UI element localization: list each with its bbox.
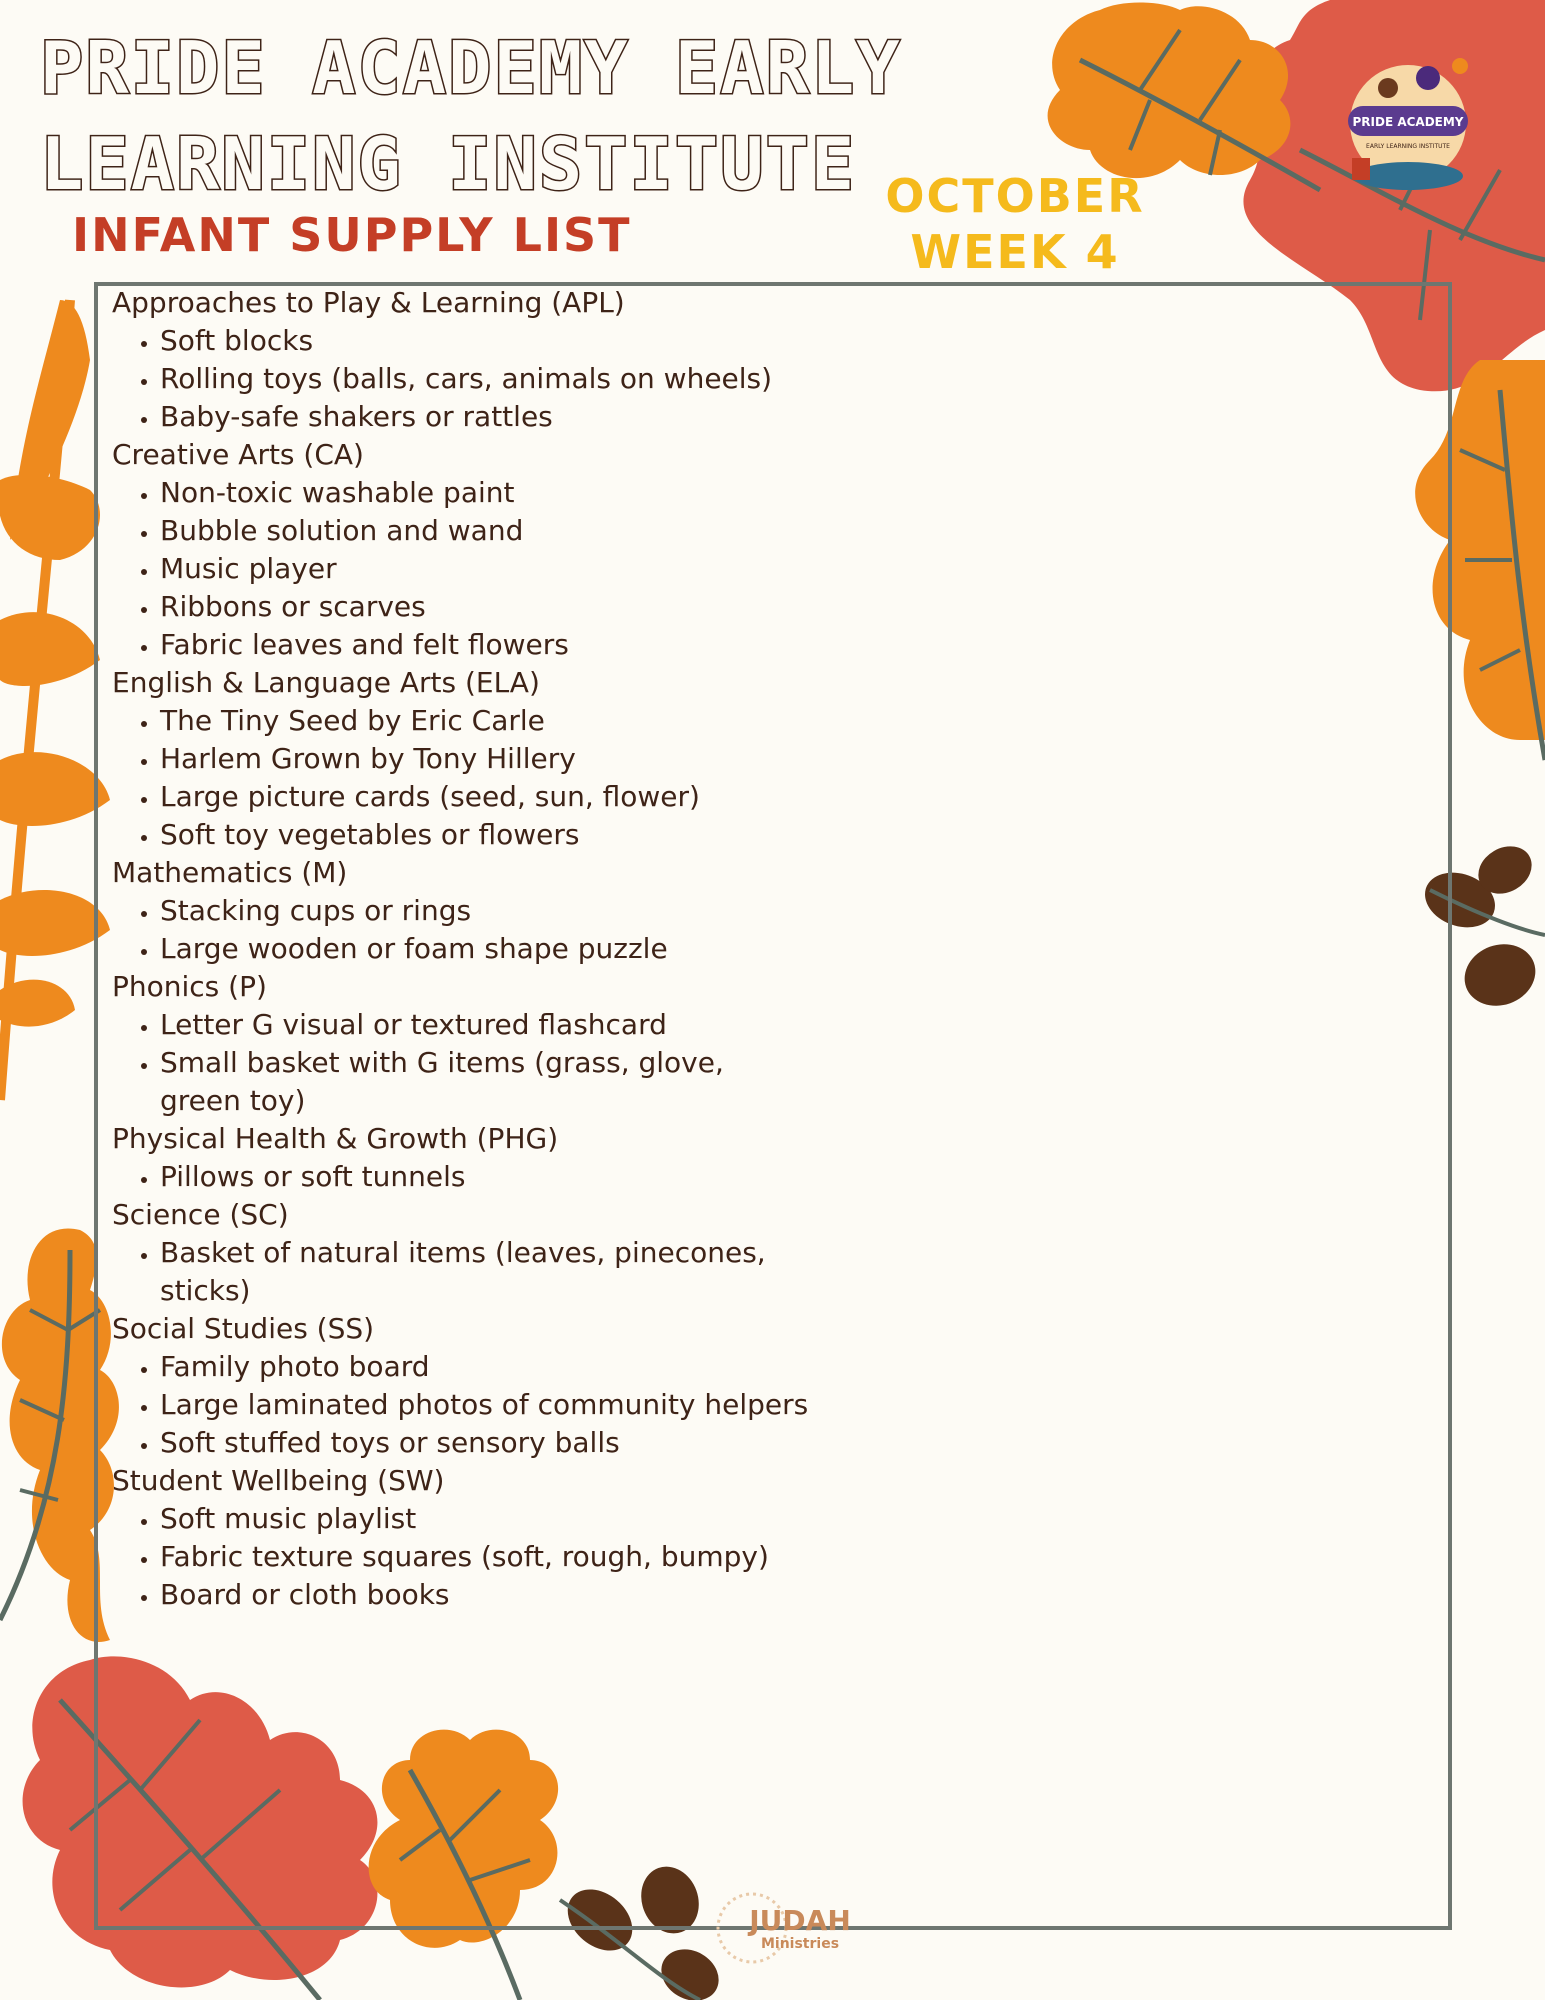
- section-items: [112, 1500, 812, 1614]
- section-items: [112, 892, 812, 968]
- judah-brand: JUDAH: [749, 1904, 851, 1937]
- title-line-2: LEARNING INSTITUTE: [40, 122, 857, 206]
- date-week: WEEK 4: [910, 225, 1120, 279]
- date-label: [880, 168, 1150, 280]
- section-items: [112, 474, 812, 664]
- section-title: Creative Arts (CA): [112, 438, 364, 471]
- section-items: [112, 1234, 812, 1310]
- supply-item: • Harlem Grown by Tony Hillery: [160, 740, 812, 778]
- supply-item: • Stacking cups or rings: [160, 892, 812, 930]
- supply-item: • Large laminated photos of community helpers: [160, 1386, 812, 1424]
- supply-item: • Large wooden or foam shape puzzle: [160, 930, 812, 968]
- supply-item: • Bubble solution and wand: [160, 512, 812, 550]
- section-items: [112, 322, 812, 436]
- supply-item: • Soft blocks: [160, 322, 812, 360]
- section-items: [112, 1158, 812, 1196]
- supply-item: • Large picture cards (seed, sun, flower): [160, 778, 812, 816]
- section-title: Phonics (P): [112, 970, 267, 1003]
- section-title: Science (SC): [112, 1198, 289, 1231]
- section-items: [112, 702, 812, 854]
- section-items: [112, 1348, 812, 1462]
- judah-ministries-logo: [712, 1888, 852, 1968]
- section-items: [112, 1006, 812, 1120]
- supply-item: • Rolling toys (balls, cars, animals on wheels): [160, 360, 812, 398]
- supply-item: • Music player: [160, 550, 812, 588]
- supply-item: • Soft toy vegetables or flowers: [160, 816, 812, 854]
- supply-item: • Soft music playlist: [160, 1500, 812, 1538]
- supply-item: • Letter G visual or textured flashcard: [160, 1006, 812, 1044]
- section-title: English & Language Arts (ELA): [112, 666, 540, 699]
- logo-text: PRIDE ACADEMY: [1352, 115, 1464, 129]
- title-line-1: PRIDE ACADEMY EARLY: [40, 26, 902, 110]
- supply-item: • Fabric texture squares (soft, rough, bumpy): [160, 1538, 812, 1576]
- supply-list: [112, 284, 812, 1614]
- section-title: Approaches to Play & Learning (APL): [112, 286, 625, 319]
- section-title: Physical Health & Growth (PHG): [112, 1122, 559, 1155]
- supply-item: • Pillows or soft tunnels: [160, 1158, 812, 1196]
- pride-academy-logo: [1338, 48, 1478, 198]
- supply-item: • Family photo board: [160, 1348, 812, 1386]
- supply-item: • Basket of natural items (leaves, pinecones, sticks): [160, 1234, 812, 1310]
- page-subtitle: INFANT SUPPLY LIST: [72, 208, 632, 262]
- supply-item: • Ribbons or scarves: [160, 588, 812, 626]
- supply-item: • Baby-safe shakers or rattles: [160, 398, 812, 436]
- date-month: OCTOBER: [885, 169, 1145, 223]
- section-title: Social Studies (SS): [112, 1312, 375, 1345]
- logo-subtext: EARLY LEARNING INSTITUTE: [1366, 143, 1450, 150]
- supply-item: • Small basket with G items (grass, glove, green toy): [160, 1044, 812, 1120]
- supply-item: • Fabric leaves and felt flowers: [160, 626, 812, 664]
- supply-item: • Soft stuffed toys or sensory balls: [160, 1424, 812, 1462]
- section-title: Mathematics (M): [112, 856, 348, 889]
- section-title: Student Wellbeing (SW): [112, 1464, 445, 1497]
- supply-item: • Non-toxic washable paint: [160, 474, 812, 512]
- supply-item: • The Tiny Seed by Eric Carle: [160, 702, 812, 740]
- judah-brand-sub: Ministries: [760, 1936, 840, 1952]
- supply-item: • Board or cloth books: [160, 1576, 812, 1614]
- page-title: [40, 20, 902, 212]
